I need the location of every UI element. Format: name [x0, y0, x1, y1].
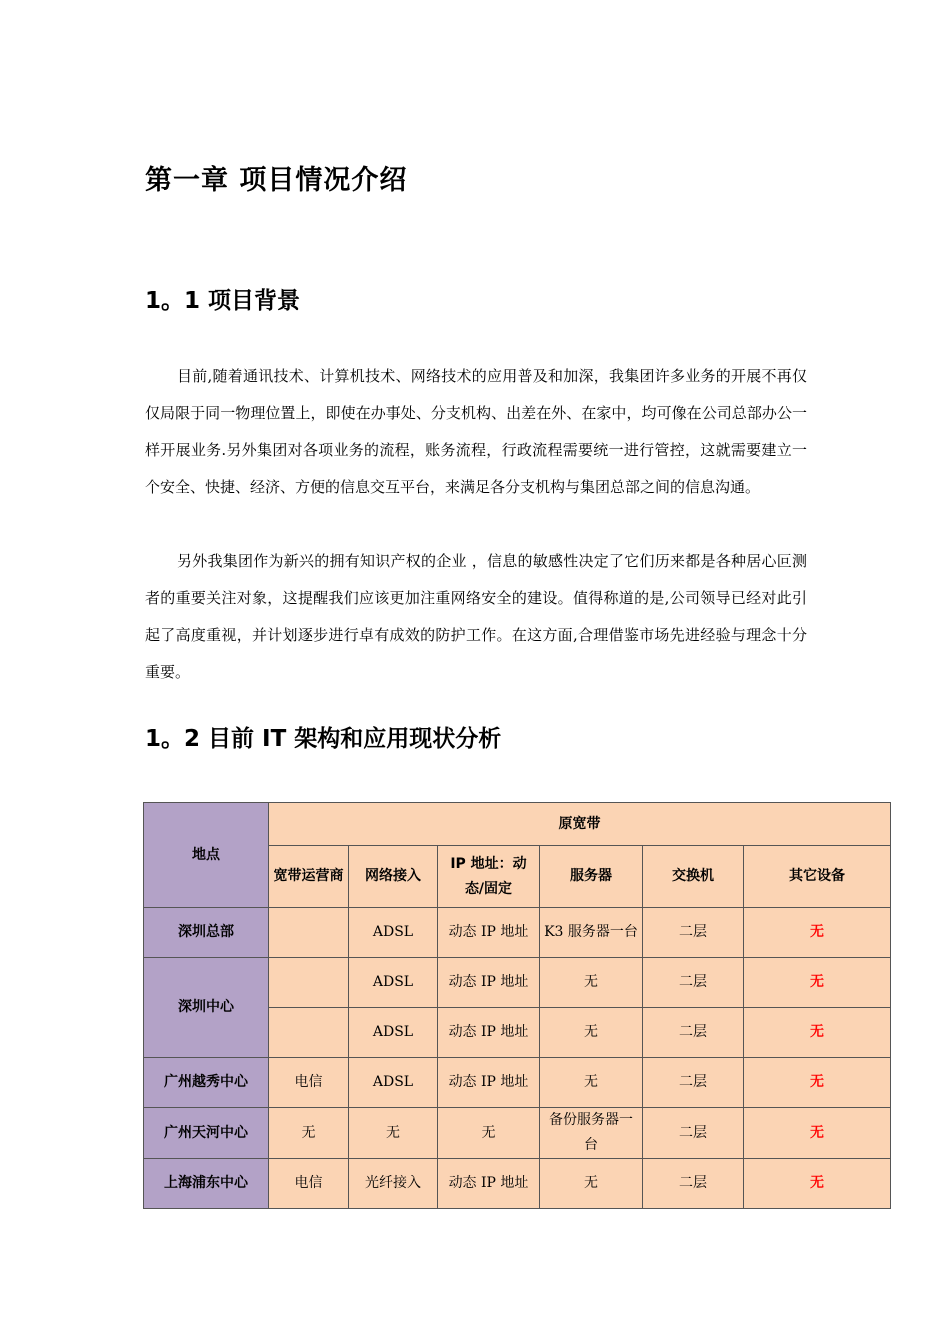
chapter-title: 第一章 项目情况介绍 [145, 165, 408, 196]
server-cell: 无 [540, 1159, 643, 1209]
access-cell: ADSL [349, 908, 438, 958]
table-header-row-1 [144, 803, 891, 846]
access-cell: 无 [349, 1108, 438, 1159]
column-header-switch: 交换机 [643, 846, 744, 908]
access-cell: ADSL [349, 958, 438, 1008]
other-device-cell: 无 [744, 1058, 891, 1108]
location-cell: 广州越秀中心 [144, 1058, 269, 1108]
column-header-server: 服务器 [540, 846, 643, 908]
broadband-group-header: 原宽带 [269, 803, 891, 846]
it-status-table [143, 802, 891, 1209]
location-header: 地点 [144, 803, 269, 908]
table-row [144, 908, 891, 958]
section-title-it-status: 1。2 目前 IT 架构和应用现状分析 [145, 726, 502, 752]
switch-cell: 二层 [643, 1108, 744, 1159]
other-device-cell: 无 [744, 908, 891, 958]
section-title-background: 1。1 项目背景 [145, 288, 301, 314]
server-cell: K3 服务器一台 [540, 908, 643, 958]
isp-cell [269, 908, 349, 958]
ip-cell: 动态 IP 地址 [438, 1058, 540, 1108]
access-cell: 光纤接入 [349, 1159, 438, 1209]
other-device-cell: 无 [744, 1008, 891, 1058]
location-cell: 深圳中心 [144, 958, 269, 1058]
paragraph-background-1: 目前,随着通讯技术、计算机技术、网络技术的应用普及和加深，我集团许多业务的开展不再仅仅局限于同一物理位置上，即使在办事处、分支机构、出差在外、在家中，均可像在公司总部办公一样开展业务.另外集团对各项业务的流程，账务流程，行政流程需要统一进行管控，这就需要建立一个安全、快捷、经济、方便的信息交互平台，来满足各分支机构与集团总部之间的信息沟通。 [145, 367, 807, 496]
server-cell: 无 [540, 958, 643, 1008]
access-cell: ADSL [349, 1008, 438, 1058]
isp-cell [269, 958, 349, 1008]
column-header-ip: IP 地址：动态/固定 [438, 846, 540, 908]
ip-cell: 无 [438, 1108, 540, 1159]
column-header-access: 网络接入 [349, 846, 438, 908]
switch-cell: 二层 [643, 1008, 744, 1058]
table-row [144, 1159, 891, 1209]
location-cell: 广州天河中心 [144, 1108, 269, 1159]
other-device-cell: 无 [744, 1159, 891, 1209]
other-device-cell: 无 [744, 958, 891, 1008]
switch-cell: 二层 [643, 1159, 744, 1209]
ip-cell: 动态 IP 地址 [438, 1159, 540, 1209]
isp-cell: 无 [269, 1108, 349, 1159]
switch-cell: 二层 [643, 1058, 744, 1108]
paragraph-background-2: 另外我集团作为新兴的拥有知识产权的企业 ，信息的敏感性决定了它们历来都是各种居心叵测者的重要关注对象，这提醒我们应该更加注重网络安全的建设。值得称道的是,公司领导已经对此引起了高度重视，并计划逐步进行卓有成效的防护工作。在这方面,合理借鉴市场先进经验与理念十分重要。 [145, 552, 807, 681]
server-cell: 备份服务器一台 [540, 1108, 643, 1159]
column-header-other: 其它设备 [744, 846, 891, 908]
isp-cell [269, 1008, 349, 1058]
ip-cell: 动态 IP 地址 [438, 958, 540, 1008]
ip-cell: 动态 IP 地址 [438, 1008, 540, 1058]
table-row [144, 958, 891, 1008]
location-cell: 上海浦东中心 [144, 1159, 269, 1209]
ip-cell: 动态 IP 地址 [438, 908, 540, 958]
table-row [144, 1058, 891, 1108]
table-row [144, 1108, 891, 1159]
switch-cell: 二层 [643, 958, 744, 1008]
server-cell: 无 [540, 1058, 643, 1108]
access-cell: ADSL [349, 1058, 438, 1108]
server-cell: 无 [540, 1008, 643, 1058]
other-device-cell: 无 [744, 1108, 891, 1159]
switch-cell: 二层 [643, 908, 744, 958]
location-cell: 深圳总部 [144, 908, 269, 958]
isp-cell: 电信 [269, 1159, 349, 1209]
isp-cell: 电信 [269, 1058, 349, 1108]
column-header-isp: 宽带运营商 [269, 846, 349, 908]
